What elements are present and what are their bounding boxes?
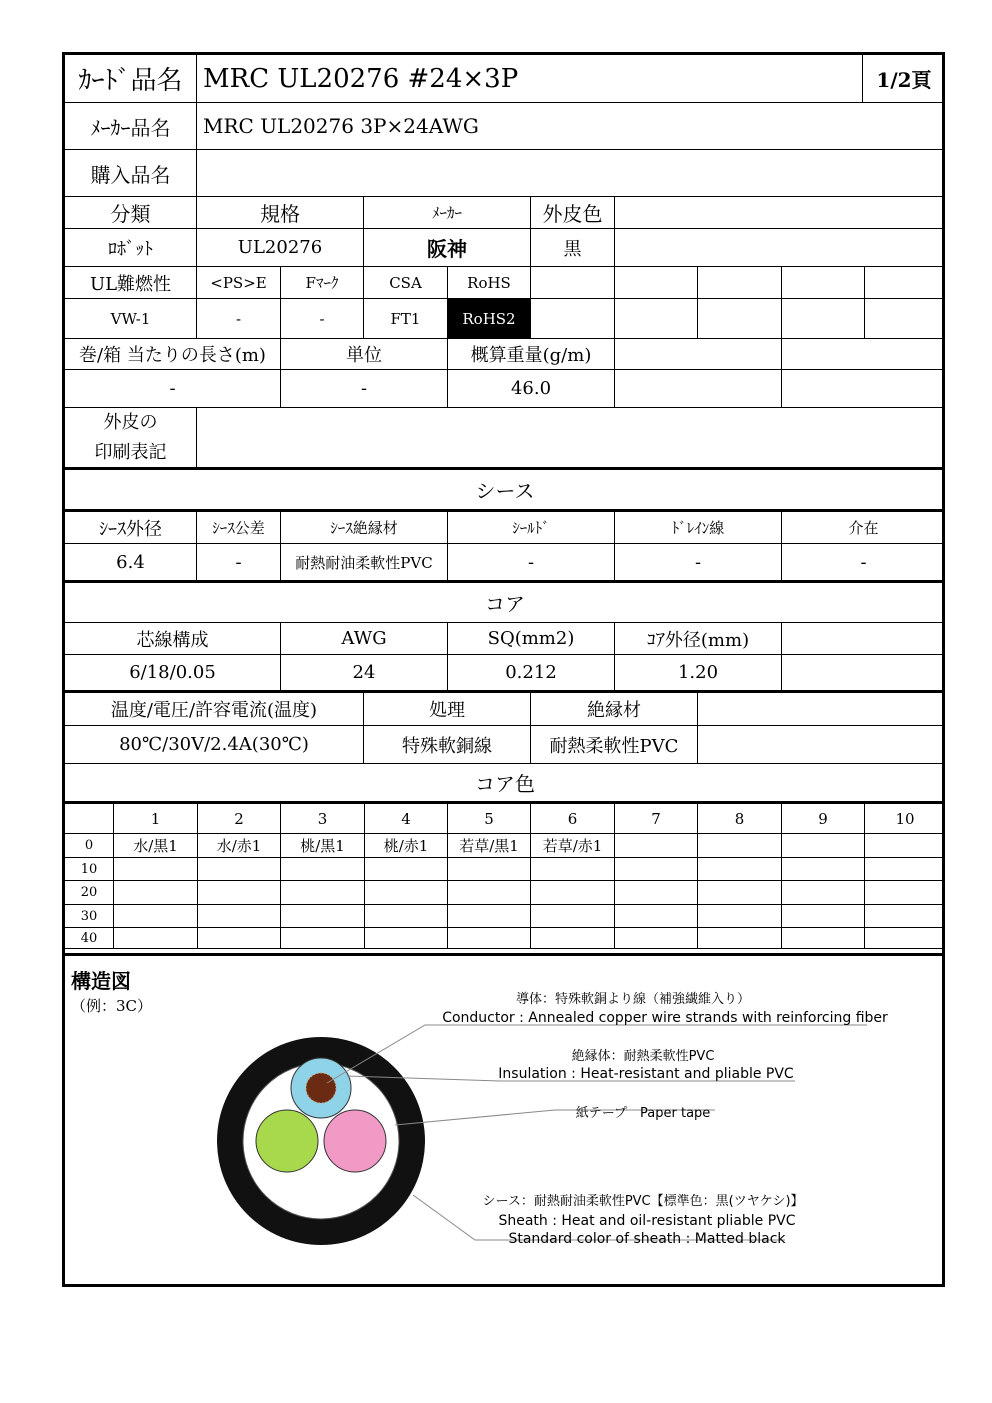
length-label-blank-2 xyxy=(782,339,945,370)
core-color-cell xyxy=(698,834,782,858)
core-color-cell xyxy=(615,834,698,858)
core-color-cell xyxy=(782,905,865,928)
core-circle-green xyxy=(256,1110,318,1172)
cert-label-blank-4 xyxy=(782,267,865,299)
core-color-row-label: 20 xyxy=(65,881,114,905)
core-color-cell xyxy=(615,858,698,881)
core-label-awg: AWG xyxy=(281,623,448,655)
cert-value-pse: - xyxy=(197,299,281,339)
core-color-column-header: 4 xyxy=(365,804,448,834)
core-color-cell xyxy=(448,905,531,928)
core-label2-blank xyxy=(698,693,945,726)
core-color-cell xyxy=(198,905,281,928)
spec-sheet-frame xyxy=(62,52,945,1287)
structure-title: 構造図 xyxy=(71,969,131,993)
cert-value-blank-3 xyxy=(698,299,782,339)
core-color-cell xyxy=(698,905,782,928)
purchase-name-label: 購入品名 xyxy=(65,150,197,197)
core-color-cell xyxy=(448,858,531,881)
sheath-section-title: シース xyxy=(65,470,945,512)
paper-tape-label: 紙テープ Paper tape xyxy=(575,1106,711,1121)
sheath-value-filler: - xyxy=(782,544,945,583)
core-color-cell xyxy=(198,858,281,881)
conductor-en-label: Conductor : Annealed copper wire strands with reinforcing fiber xyxy=(442,1010,888,1026)
core-color-cell xyxy=(865,928,945,949)
core-color-cell xyxy=(365,858,448,881)
core-color-cell xyxy=(698,858,782,881)
core-color-cell xyxy=(698,928,782,949)
length-value-blank-2 xyxy=(782,370,945,408)
core-color-corner xyxy=(65,804,114,834)
core-color-cell xyxy=(365,905,448,928)
sheath-value-tolerance: - xyxy=(197,544,281,583)
core-color-row-label: 0 xyxy=(65,834,114,858)
cert-value-blank-4 xyxy=(782,299,865,339)
core-color-cell xyxy=(615,905,698,928)
print-marking-label-line1: 外皮の xyxy=(103,411,158,433)
core-color-cell xyxy=(782,858,865,881)
core-color-cell: 若草/赤1 xyxy=(531,834,615,858)
core-color-cell xyxy=(198,928,281,949)
sheath-value-diameter: 6.4 xyxy=(65,544,197,583)
core-color-column-header: 10 xyxy=(865,804,945,834)
sheath-label-drain: ﾄﾞﾚｲﾝ線 xyxy=(615,512,782,544)
cert-label-blank-5 xyxy=(865,267,945,299)
length-value-unit: - xyxy=(281,370,448,408)
card-name-value: MRC UL20276 #24×3P xyxy=(197,55,863,103)
sheath-value-shield: - xyxy=(448,544,615,583)
spec-value-maker: 阪神 xyxy=(364,229,531,267)
conductor-jp-label: 導体：特殊軟銅より線（補強繊維入り） xyxy=(515,992,751,1007)
core-color-cell xyxy=(531,928,615,949)
spec-value-blank xyxy=(615,229,945,267)
core-color-cell xyxy=(114,881,198,905)
core-label-blank xyxy=(782,623,945,655)
core-label-insulation: 絶縁材 xyxy=(531,693,698,726)
core-color-cell: 若草/黒1 xyxy=(448,834,531,858)
core-value-sq: 0.212 xyxy=(448,655,615,693)
core-color-column-header: 1 xyxy=(114,804,198,834)
core-color-cell xyxy=(865,858,945,881)
core-color-column-header: 5 xyxy=(448,804,531,834)
core-color-row-label: 10 xyxy=(65,858,114,881)
page-number: 1/2頁 xyxy=(863,55,945,103)
core-color-column-header: 8 xyxy=(698,804,782,834)
core-color-cell xyxy=(615,928,698,949)
core-color-cell xyxy=(281,858,365,881)
core-color-cell: 桃/黒1 xyxy=(281,834,365,858)
core-color-column-header: 9 xyxy=(782,804,865,834)
spec-value-color: 黒 xyxy=(531,229,615,267)
core-value-od: 1.20 xyxy=(615,655,782,693)
core-color-cell xyxy=(698,881,782,905)
spec-label-blank xyxy=(615,197,945,229)
core-color-cell xyxy=(198,881,281,905)
core-color-row-label: 40 xyxy=(65,928,114,949)
core-color-column-header: 3 xyxy=(281,804,365,834)
core-color-cell xyxy=(615,881,698,905)
core-label-strand: 芯線構成 xyxy=(65,623,281,655)
core-color-cell xyxy=(531,858,615,881)
purchase-name-value xyxy=(197,150,945,197)
card-name-label: ｶｰﾄﾞ品名 xyxy=(65,55,197,103)
core-color-section-title: コア色 xyxy=(65,764,945,804)
sheath-label-diameter: ｼｰｽ外径 xyxy=(65,512,197,544)
core-color-cell xyxy=(782,834,865,858)
maker-name-value: MRC UL20276 3P×24AWG xyxy=(197,103,945,150)
sheath-value-material: 耐熱耐油柔軟性PVC xyxy=(281,544,448,583)
length-label-unit: 単位 xyxy=(281,339,448,370)
core-value2-blank xyxy=(698,726,945,764)
core-color-cell xyxy=(865,834,945,858)
core-value-blank xyxy=(782,655,945,693)
core-value-strand: 6/18/0.05 xyxy=(65,655,281,693)
length-value-blank-1 xyxy=(615,370,782,408)
core-label-sq: SQ(mm2) xyxy=(448,623,615,655)
insulation-en-label: Insulation : Heat-resistant and pliable PVC xyxy=(498,1066,794,1082)
print-marking-label-line2: 印刷表記 xyxy=(94,441,167,463)
spec-value-standard: UL20276 xyxy=(197,229,364,267)
cert-label-blank-1 xyxy=(531,267,615,299)
sheath-jp-label: シース：耐熱耐油柔軟性PVC【標準色：黒(ツヤケシ)】 xyxy=(482,1194,804,1209)
spec-label-standard: 規格 xyxy=(197,197,364,229)
core-color-cell xyxy=(448,881,531,905)
spec-value-category: ﾛﾎﾞｯﾄ xyxy=(65,229,197,267)
core-color-cell xyxy=(865,881,945,905)
spec-label-color: 外皮色 xyxy=(531,197,615,229)
cert-label-blank-2 xyxy=(615,267,698,299)
core-circle-pink xyxy=(324,1110,386,1172)
sheath-label-tolerance: ｼｰｽ公差 xyxy=(197,512,281,544)
cert-label-rohs: RoHS xyxy=(448,267,531,299)
length-value-weight: 46.0 xyxy=(448,370,615,408)
core-color-cell xyxy=(782,928,865,949)
print-marking-value xyxy=(197,408,945,470)
sheath-en-label-1: Sheath : Heat and oil-resistant pliable PVC xyxy=(498,1213,796,1229)
cert-value-blank-1 xyxy=(531,299,615,339)
cert-label-blank-3 xyxy=(698,267,782,299)
length-label-per-reel: 巻/箱 当たりの長さ(m) xyxy=(65,339,281,370)
core-color-cell: 桃/赤1 xyxy=(365,834,448,858)
core-color-column-header: 6 xyxy=(531,804,615,834)
insulation-jp-label: 絶縁体：耐熱柔軟性PVC xyxy=(571,1049,715,1064)
spec-label-maker: ﾒｰｶｰ xyxy=(364,197,531,229)
core-color-cell xyxy=(365,881,448,905)
cable-cross-section-diagram xyxy=(65,955,942,1285)
cert-value-blank-5 xyxy=(865,299,945,339)
cert-value-ul: VW-1 xyxy=(65,299,197,339)
core-section-title: コア xyxy=(65,583,945,623)
core-color-cell xyxy=(281,905,365,928)
core-color-cell xyxy=(531,881,615,905)
core-color-column-header: 2 xyxy=(198,804,281,834)
core-color-cell xyxy=(114,858,198,881)
core-color-column-header: 7 xyxy=(615,804,698,834)
cert-value-csa: FT1 xyxy=(364,299,448,339)
sheath-label-filler: 介在 xyxy=(782,512,945,544)
core-color-cell: 水/黒1 xyxy=(114,834,198,858)
core-value-awg: 24 xyxy=(281,655,448,693)
length-value-per-reel: - xyxy=(65,370,281,408)
core-label-treatment: 処理 xyxy=(364,693,531,726)
core-color-cell xyxy=(365,928,448,949)
core-value-rating: 80℃/30V/2.4A(30℃) xyxy=(65,726,364,764)
core-label-rating: 温度/電圧/許容電流(温度) xyxy=(65,693,364,726)
sheath-value-drain: - xyxy=(615,544,782,583)
cert-label-fmark: Fﾏｰｸ xyxy=(281,267,364,299)
sheath-en-label-2: Standard color of sheath : Matted black xyxy=(508,1231,786,1247)
core-value-treatment: 特殊軟銅線 xyxy=(364,726,531,764)
structure-example: （例：3C） xyxy=(71,997,153,1015)
core-color-cell: 水/赤1 xyxy=(198,834,281,858)
sheath-label-shield: ｼｰﾙﾄﾞ xyxy=(448,512,615,544)
print-marking-label xyxy=(65,408,197,470)
length-label-weight: 概算重量(g/m) xyxy=(448,339,615,370)
sheath-label-material: ｼｰｽ絶縁材 xyxy=(281,512,448,544)
core-color-cell xyxy=(865,905,945,928)
core-color-cell xyxy=(448,928,531,949)
core-color-row-label: 30 xyxy=(65,905,114,928)
cert-value-rohs: RoHS2 xyxy=(448,299,531,339)
core-value-insulation: 耐熱柔軟性PVC xyxy=(531,726,698,764)
core-color-cell xyxy=(281,881,365,905)
cert-label-pse: <PS>E xyxy=(197,267,281,299)
length-label-blank-1 xyxy=(615,339,782,370)
core-color-cell xyxy=(782,881,865,905)
cert-label-ul: UL難燃性 xyxy=(65,267,197,299)
core-color-cell xyxy=(281,928,365,949)
cert-value-blank-2 xyxy=(615,299,698,339)
maker-name-label: ﾒｰｶｰ品名 xyxy=(65,103,197,150)
core-color-cell xyxy=(114,905,198,928)
cert-label-csa: CSA xyxy=(364,267,448,299)
core-color-cell xyxy=(114,928,198,949)
core-label-od: ｺｱ外径(mm) xyxy=(615,623,782,655)
core-color-cell xyxy=(531,905,615,928)
spec-label-category: 分類 xyxy=(65,197,197,229)
cert-value-fmark: - xyxy=(281,299,364,339)
